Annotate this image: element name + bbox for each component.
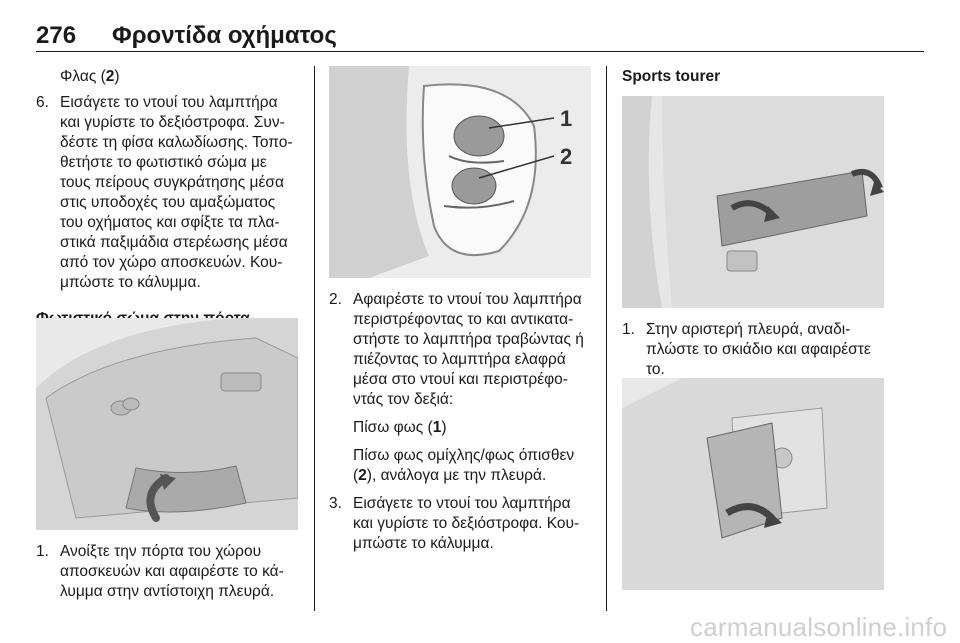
step-number: 1. <box>36 543 49 560</box>
fog-light-label: Πίσω φως ομίχλης/φως όπισθεν (2), ανάλογα με την πλευρά. <box>353 447 575 484</box>
page-header <box>0 0 960 52</box>
step-3 <box>329 494 599 554</box>
step-number: 6. <box>36 94 49 111</box>
trunk-panel-illustration <box>622 378 884 590</box>
step-text: Εισάγετε το ντουί του λαμπτήρα και γυρίστε το δεξιόστροφα. Συν- δέστε τη φίσα καλωδίωσης. Τοπο- θετήστε το φωτιστικό σώμα με τους πείρους συγκράτησης μέσα στις υποδοχές του αμαξώματος του οχήματος και σφίξτε τα πλα- στικά παξιμάδια στερέωσης μέσα από τον χώρο αποσκευών. Κου- μπώστε το κάλυμμα. <box>60 94 293 291</box>
page-number: 276 <box>36 22 77 49</box>
step-1-right <box>622 320 892 380</box>
bulb-holder-illustration <box>329 66 591 278</box>
tailgate-illustration <box>36 318 298 530</box>
column-divider-left <box>314 66 315 611</box>
callout-1: 1 <box>560 106 573 131</box>
sports-tourer-trunk-illustration <box>622 96 884 308</box>
step-text: Αφαιρέστε το ντουί του λαμπτήρα περιστρέφοντας το και αντικατα- στήστε το λαμπτήρα τραβώντας ή πιέζοντας το λαμπτήρα ελαφρά μέσα στο ντουί και περιστρέφο- ντάς τον δεξιά: <box>353 291 584 408</box>
step-text: Εισάγετε το ντουί του λαμπτήρα και γυρίστε το δεξιόστροφα. Κου- μπώστε το κάλυμμα. <box>353 495 580 552</box>
step-text: Στην αριστερή πλευρά, αναδι- πλώστε το σκιάδιο και αφαιρέστε το. <box>646 321 871 378</box>
column-divider-right <box>606 66 607 611</box>
continuation-text: Φλας (2) <box>60 68 120 85</box>
watermark: carmanualsonline.info <box>690 612 948 642</box>
step-number: 2. <box>329 291 342 308</box>
chapter-title: Φροντίδα οχήματος <box>112 22 337 49</box>
left-column-step1 <box>36 542 302 602</box>
right-column-step1 <box>622 320 892 380</box>
step-1 <box>36 542 302 602</box>
step-6 <box>36 93 302 293</box>
step-text: Ανοίξτε την πόρτα του χώρου αποσκευών και αφαιρέστε το κά- λυμμα στην αντίστοιχη πλευρά. <box>60 543 284 600</box>
right-column-heading <box>622 67 892 87</box>
middle-column <box>329 290 599 554</box>
step-2 <box>329 290 599 410</box>
rear-light-label: Πίσω φως (1) <box>353 419 447 436</box>
header-rule <box>36 51 924 52</box>
step-number: 3. <box>329 495 342 512</box>
callout-2: 2 <box>560 144 573 169</box>
section-heading-sports-tourer: Sports tourer <box>622 68 721 85</box>
step-number: 1. <box>622 321 635 338</box>
